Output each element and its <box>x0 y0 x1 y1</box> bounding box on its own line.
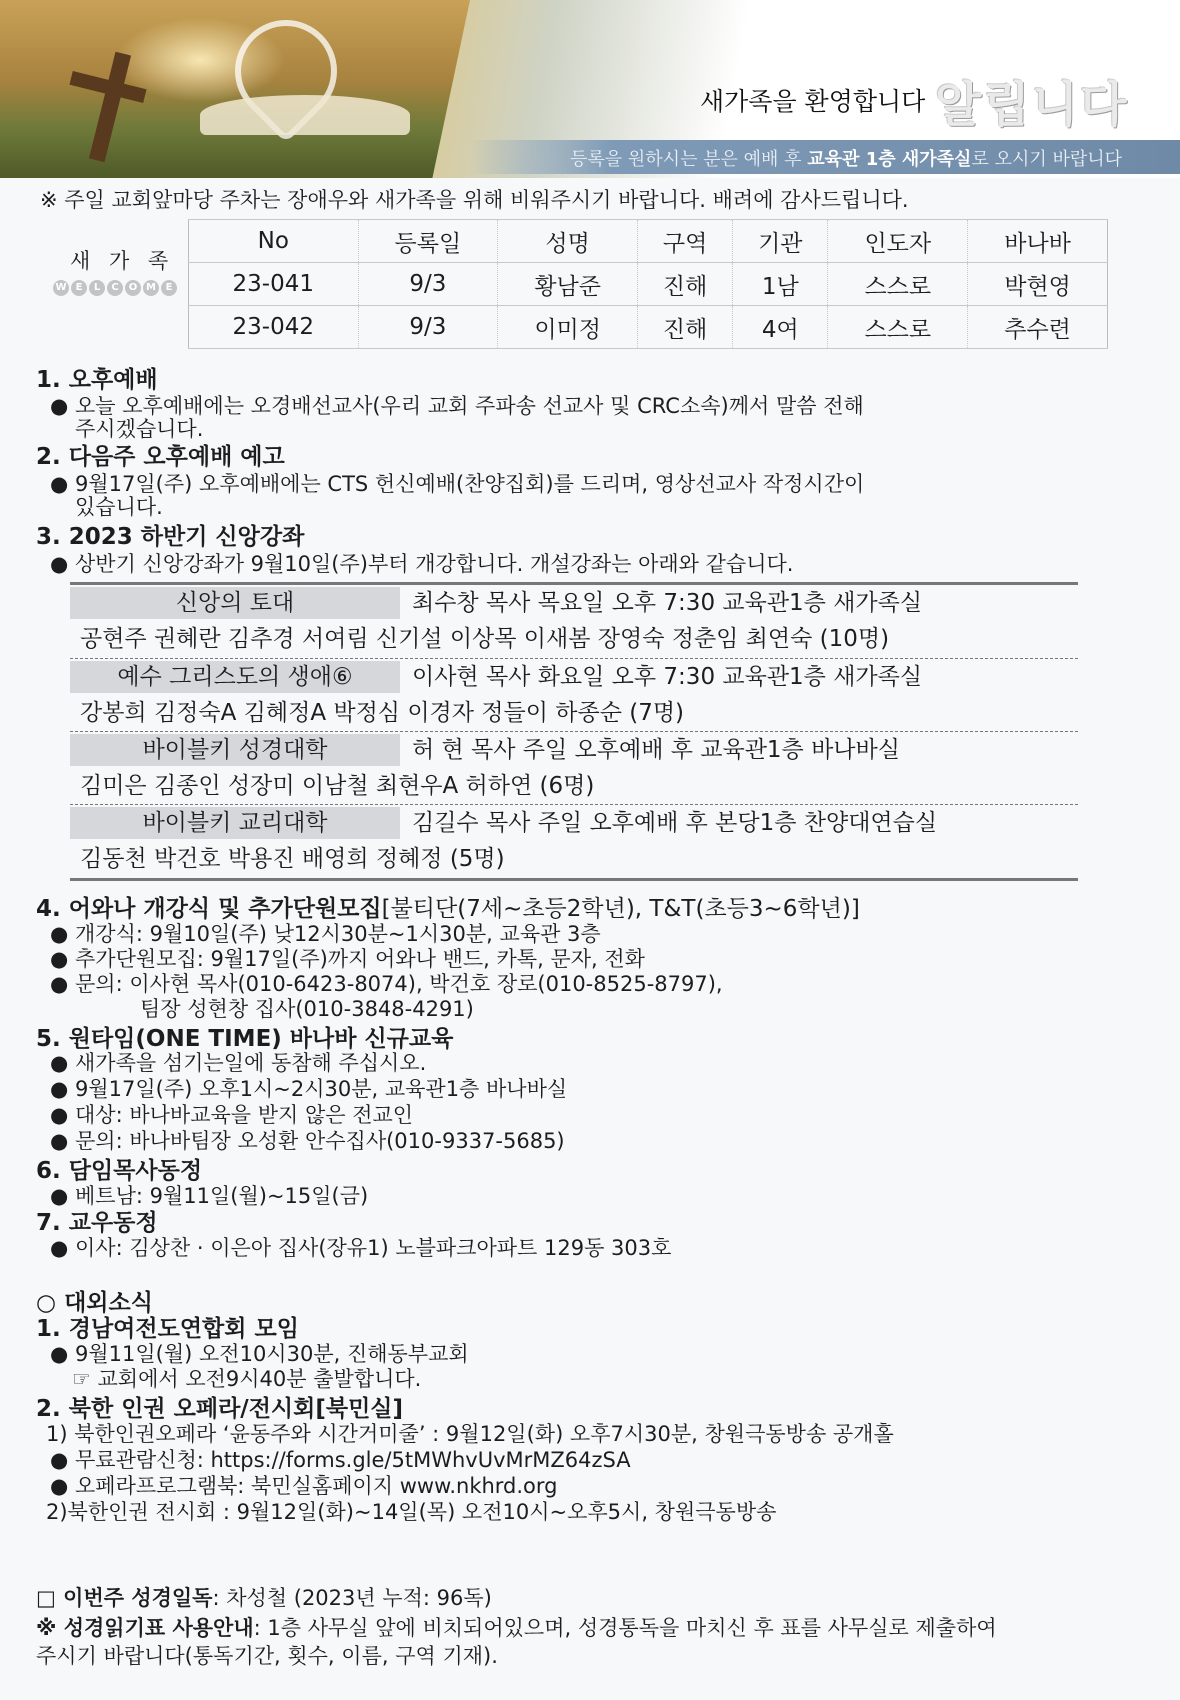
courses-bottom-rule <box>70 878 1078 881</box>
open-bible-shape <box>200 95 410 135</box>
bullet-icon: ● <box>50 394 69 418</box>
section-6-bullet: ● 베트남: 9월11일(월)~15일(금) <box>50 1184 369 1208</box>
course-info: 김길수 목사 주일 오후예배 후 본당1층 찬양대연습실 <box>412 810 938 836</box>
bible-guide-line-2: 주시기 바랍니다(통독기간, 횟수, 이름, 구역 기재). <box>36 1644 498 1668</box>
table-cell: 9/3 <box>358 263 498 306</box>
section-6-title: 6. 담임목사동정 <box>36 1158 203 1184</box>
table-cell: 박현영 <box>968 263 1108 306</box>
course-block <box>70 658 1078 731</box>
bible-reading-line: □ 이번주 성경일독: 차성철 (2023년 누적: 96독) <box>36 1586 492 1610</box>
course-name: 바이블키 교리대학 <box>70 807 400 839</box>
table-cell: 진해 <box>638 263 733 306</box>
bullet-icon: ● <box>50 947 69 971</box>
course-members: 강봉희 김정숙A 김혜정A 박정심 이경자 정들이 하종순 (7명) <box>80 700 685 726</box>
section-1-bullet: ● 오늘 오후예배에는 오경배선교사(우리 교회 주파송 선교사 및 CRC소속)께서 말씀 전해 <box>50 394 864 418</box>
course-info: 이사현 목사 화요일 오후 7:30 교육관1층 새가족실 <box>412 664 923 690</box>
new-family-table <box>188 219 1108 349</box>
section-1-title: 1. 오후예배 <box>36 367 158 393</box>
external-2-item-1: 1) 북한인권오페라 ‘윤동주와 시간거미줄’ : 9월12일(화) 오후7시30분, 창원극동방송 공개홀 <box>46 1422 894 1446</box>
cross-icon <box>89 52 131 163</box>
section-5-bullet: ● 대상: 바나바교육을 받지 않은 전교인 <box>50 1103 414 1127</box>
bullet-icon: ● <box>50 472 69 496</box>
section-2-title: 2. 다음주 오후예배 예고 <box>36 444 285 470</box>
table-cell: 황남준 <box>498 263 638 306</box>
course-name: 예수 그리스도의 생애⑥ <box>70 661 400 693</box>
section-3-title: 3. 2023 하반기 신앙강좌 <box>36 524 305 550</box>
table-row <box>189 263 1108 306</box>
bullet-icon: ● <box>50 1184 69 1208</box>
external-news-title: ○ 대외소식 <box>36 1290 153 1316</box>
bullet-icon: ● <box>50 1103 69 1127</box>
section-7-bullet: ● 이사: 김상찬 · 이은아 집사(장유1) 노블파크아파트 129동 303호 <box>50 1236 672 1260</box>
bullet-icon: ● <box>50 1236 69 1260</box>
notice-title: 알립니다 <box>935 77 1129 133</box>
bible-guide-line: ※ 성경읽기표 사용안내: 1층 사무실 앞에 비치되어있으며, 성경통독을 마치신 후 표를 사무실로 제출하여 <box>36 1616 997 1640</box>
bullet-icon: ● <box>50 552 69 576</box>
section-3-bullet: ● 상반기 신앙강좌가 9월10일(주)부터 개강합니다. 개설강좌는 아래와 같습니다. <box>50 552 794 576</box>
course-block <box>70 585 1078 657</box>
external-1-title: 1. 경남여전도연합회 모임 <box>36 1316 299 1342</box>
course-info: 최수창 목사 목요일 오후 7:30 교육관1층 새가족실 <box>412 590 923 616</box>
bullet-icon: ● <box>50 1448 69 1472</box>
table-cell: 스스로 <box>828 306 968 349</box>
bullet-icon: ● <box>50 1051 69 1075</box>
course-name: 바이블키 성경대학 <box>70 734 400 766</box>
column-header: 바나바 <box>968 220 1108 263</box>
bullet-icon: ● <box>50 922 69 946</box>
section-4-title: 4. 어와나 개강식 및 추가단원모집[불티단(7세~초등2학년), T&T(초등3~6학년)] <box>36 896 860 922</box>
course-name: 신앙의 토대 <box>70 587 400 619</box>
section-5-bullet: ● 문의: 바나바팀장 오성환 안수집사(010-9337-5685) <box>50 1129 565 1153</box>
column-header: No <box>189 220 359 263</box>
external-1-bullet: ● 9월11일(월) 오전10시30분, 진해동부교회 <box>50 1342 469 1366</box>
column-header: 기관 <box>733 220 828 263</box>
section-5-bullet: ● 9월17일(주) 오후1시~2시30분, 교육관1층 바나바실 <box>50 1077 568 1101</box>
course-info: 허 현 목사 주일 오후예배 후 교육관1층 바나바실 <box>412 737 900 763</box>
section-4-bullet-cont: 팀장 성현창 집사(010-3848-4291) <box>140 997 474 1021</box>
external-1-note: ☞ 교회에서 오전9시40분 출발합니다. <box>72 1367 422 1391</box>
column-header: 구역 <box>638 220 733 263</box>
bullet-icon: ● <box>50 972 69 996</box>
column-header: 성명 <box>498 220 638 263</box>
course-members: 김동천 박건호 박용진 배영희 정혜정 (5명) <box>80 846 505 872</box>
section-4-bullet: ● 추가단원모집: 9월17일(주)까지 어와나 밴드, 카톡, 문자, 전화 <box>50 947 645 971</box>
table-cell: 이미정 <box>498 306 638 349</box>
welcome-badge: W E L C O M E <box>50 280 180 306</box>
table-cell: 23-041 <box>189 263 359 306</box>
section-2-bullet-cont: 있습니다. <box>75 495 163 519</box>
table-cell: 추수련 <box>968 306 1108 349</box>
bullet-icon: ● <box>50 1077 69 1101</box>
registration-bar <box>470 140 1180 174</box>
table-cell: 진해 <box>638 306 733 349</box>
table-header-row <box>189 220 1108 263</box>
bullet-icon: ● <box>50 1342 69 1366</box>
welcome-text: 새가족을 환영합니다 <box>700 87 926 116</box>
course-block <box>70 804 1078 877</box>
parking-notice: ※ 주일 교회앞마당 주차는 장애우와 새가족을 위해 비워주시기 바랍니다. 배려에 감사드립니다. <box>40 188 909 212</box>
table-cell: 4여 <box>733 306 828 349</box>
section-4-bullet: ● 문의: 이사현 목사(010-6423-8074), 박건호 장로(010-8525-8797), <box>50 972 723 996</box>
section-2-bullet: ● 9월17일(주) 오후예배에는 CTS 헌신예배(찬양집회)를 드리며, 영상선교사 작정시간이 <box>50 472 865 496</box>
external-2-item-2: 2)북한인권 전시회 : 9월12일(화)~14일(목) 오전10시~오후5시, 창원극동방송 <box>46 1500 777 1524</box>
table-row <box>189 306 1108 349</box>
external-2-title: 2. 북한 인권 오페라/전시회[북민실] <box>36 1396 404 1422</box>
column-header: 등록일 <box>358 220 498 263</box>
new-family-label: 새 가 족 <box>70 249 175 273</box>
section-5-title: 5. 원타임(ONE TIME) 바나바 신규교육 <box>36 1026 454 1052</box>
cross-and-bible-image <box>0 0 470 178</box>
section-5-bullet: ● 새가족을 섬기는일에 동참해 주십시오. <box>50 1051 427 1075</box>
table-cell: 1남 <box>733 263 828 306</box>
section-4-bullet: ● 개강식: 9월10일(주) 낮12시30분~1시30분, 교육관 3층 <box>50 922 601 946</box>
course-members: 김미은 김종인 성장미 이남철 최현우A 허하연 (6명) <box>80 773 595 799</box>
bullet-icon: ● <box>50 1129 69 1153</box>
course-members: 공현주 권혜란 김추경 서여림 신기설 이상목 이새봄 장영숙 정춘임 최연숙 (10명) <box>80 626 890 652</box>
course-block <box>70 731 1078 804</box>
table-cell: 스스로 <box>828 263 968 306</box>
table-cell: 23-042 <box>189 306 359 349</box>
section-7-title: 7. 교우동정 <box>36 1210 158 1236</box>
column-header: 인도자 <box>828 220 968 263</box>
bullet-icon: ● <box>50 1474 69 1498</box>
external-2-bullet: ● 오페라프로그램북: 북민실홈페이지 www.nkhrd.org <box>50 1474 558 1498</box>
external-2-bullet: ● 무료관람신청: https://forms.gle/5tMWhvUvMrMZ64zSA <box>50 1448 631 1472</box>
registration-text: 등록을 원하시는 분은 예배 후 교육관 1층 새가족실로 오시기 바랍니다 <box>570 149 1122 170</box>
section-1-bullet-cont: 주시겠습니다. <box>75 417 204 441</box>
table-cell: 9/3 <box>358 306 498 349</box>
